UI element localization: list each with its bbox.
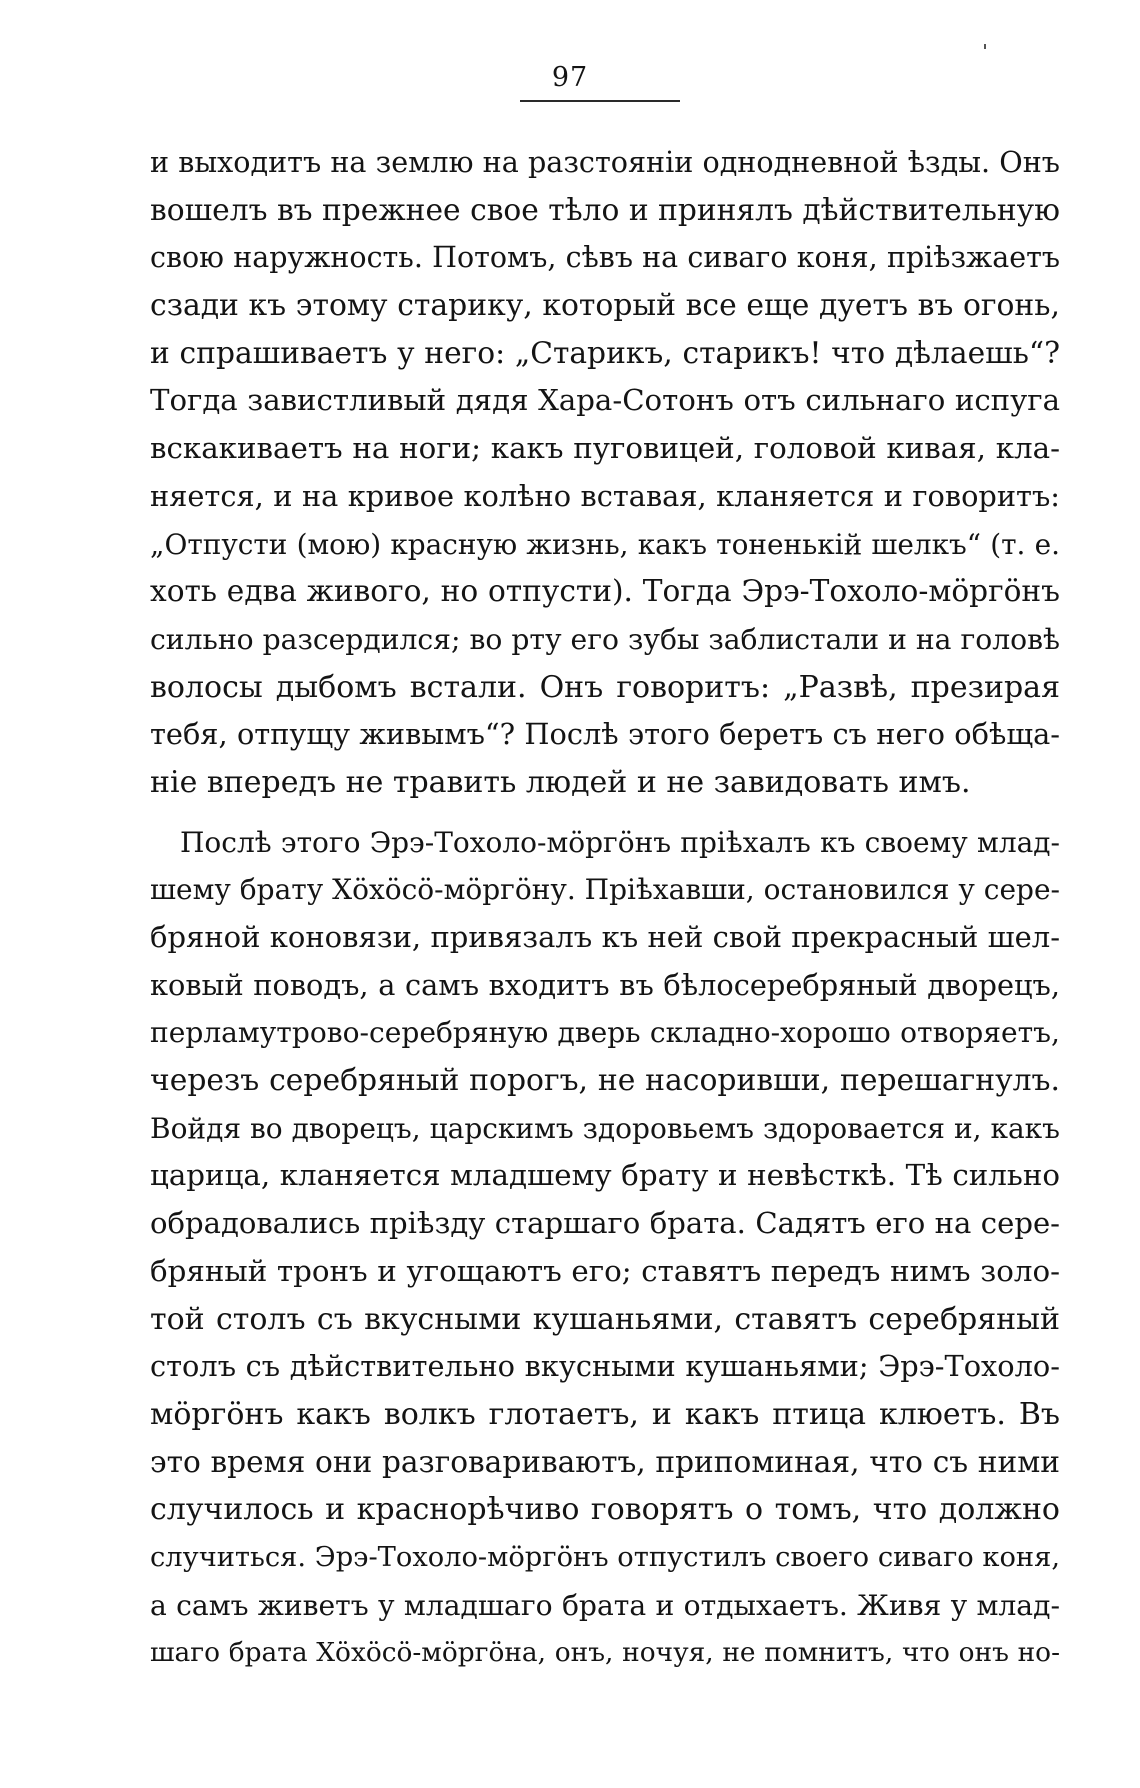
text-line: случиться. Эрэ-Тохоло-мöргöнъ отпустилъ своего сиваго коня, [150,1541,1060,1573]
text-line: тебя, отпущу живымъ“? Послѣ этого беретъ съ него обѣща- [150,717,1060,752]
text-line: это время они разговариваютъ, припоминая, что съ ними [150,1444,1060,1479]
text-line: а самъ живетъ у младшаго брата и отдыхаетъ. Живя у млад- [150,1588,1060,1622]
text-line: сзади къ этому старику, который все еще дуетъ въ огонь, [150,288,1060,324]
text-line: ковый поводъ, а самъ входитъ въ бѣлосеребряный дворецъ, [150,967,1060,1002]
text-line: обрадовались прiѣзду старшаго брата. Садятъ его на сере- [150,1206,1060,1241]
text-line: царица, кланяется младшему брату и невѣсткѣ. Тѣ сильно [150,1158,1060,1193]
page-number: 97 [551,62,589,93]
text-line: свою наружность. Потомъ, сѣвъ на сиваго коня, прiѣзжаетъ [150,241,1060,275]
text-line: Тогда завистливый дядя Хара-Сотонъ отъ сильнаго испуга [150,383,1060,418]
text-line: бряной коновязи, привязалъ къ ней свой прекрасный шел- [150,920,1060,954]
text-line: Послѣ этого Эрэ-Тохоло-мöргöнъ прiѣхалъ къ своему млад- [180,825,1060,859]
paragraph-gap [150,807,1060,819]
text-line: вошелъ въ прежнее свое тѣло и принялъ дѣйствительную [150,192,1060,228]
text-line: той столъ съ вкусными кушаньями, ставятъ серебряный [150,1301,1060,1337]
body-text [150,139,1060,1677]
text-line: перламутрово-серебряную дверь складно-хорошо отворяетъ, [150,1016,1060,1050]
paragraph [150,819,1060,1677]
text-line: „Отпусти (мою) красную жизнь, какъ тоненькiй шелкъ“ (т. е. [150,527,1060,561]
text-line: хоть едва живого, но отпусти). Тогда Эрэ-Тохоло-мöргöнъ [150,574,1060,609]
paragraph [150,139,1060,807]
text-line: няется, и на кривое колѣно вставая, кланяется и говоритъ: [150,478,1060,513]
scan-speck [984,44,986,49]
text-line: нiе впередъ не травить людей и не завидовать имъ. [150,764,971,800]
text-line: черезъ серебряный порогъ, не насоривши, перешагнулъ. [150,1063,1060,1099]
text-line: и спрашиваетъ у него: „Старикъ, старикъ! что дѣлаешь“? [150,335,1060,371]
text-line: сильно разсердился; во рту его зубы заблистали и на головѣ [150,622,1060,656]
text-line: и выходитъ на землю на разстоянiи однодневной ѣзды. Онъ [150,145,1060,179]
text-line: случилось и краснорѣчиво говорятъ о томъ, что должно [150,1492,1060,1528]
text-line: волосы дыбомъ встали. Онъ говоритъ: „Развѣ, презирая [150,669,1060,705]
text-line: бряный тронъ и угощаютъ его; ставятъ передъ нимъ золо- [150,1253,1060,1288]
text-line: мöргöнъ какъ волкъ глотаетъ, и какъ птица клюетъ. Въ [150,1396,1060,1432]
text-line: Войдя во дворецъ, царскимъ здоровьемъ здоровается и, какъ [150,1111,1060,1145]
header-rule [520,100,680,102]
text-line: шаго брата Хöхöсö-мöргöна, онъ, ночуя, не помнитъ, что онъ но- [150,1637,1060,1669]
text-line: вскакиваетъ на ноги; какъ пуговицей, головой кивая, кла- [150,431,1060,466]
text-line: шему брату Хöхöсö-мöргöну. Прiѣхавши, остановился у сере- [150,873,1060,907]
text-line: столъ съ дѣйствительно вкусными кушаньями; Эрэ-Тохоло- [150,1349,1060,1384]
